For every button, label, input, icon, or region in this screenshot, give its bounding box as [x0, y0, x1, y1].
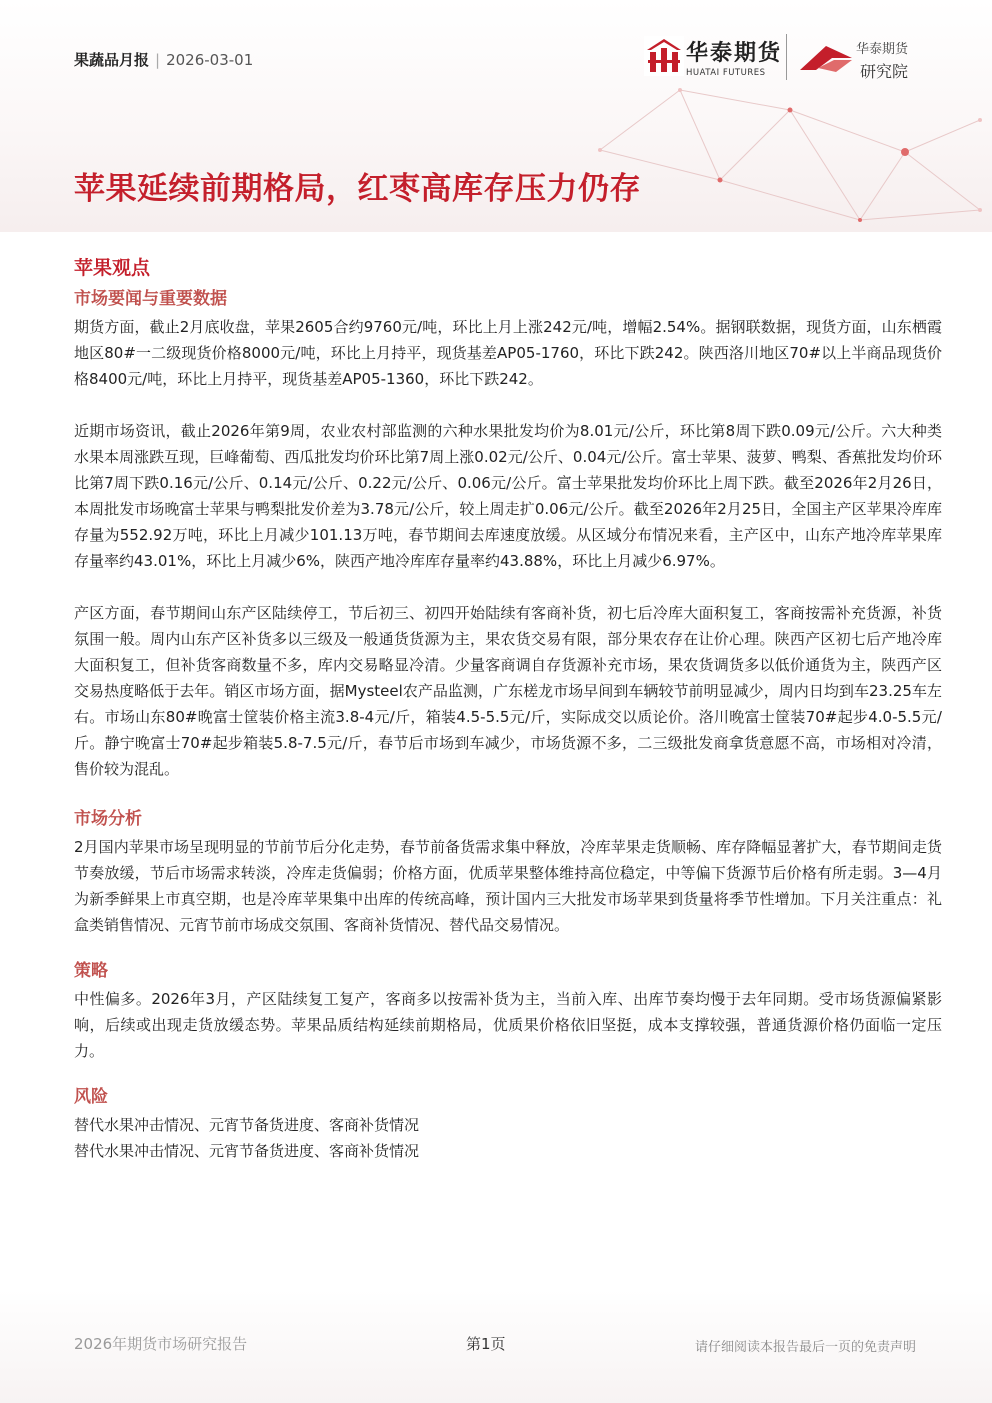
market-analysis-heading: 市场分析: [74, 809, 142, 829]
huatai-logo-text: [686, 36, 782, 78]
risk-heading: 风险: [74, 1087, 108, 1107]
strategy-text: 中性偏多。2026年3月，产区陆续复工复产，客商多以按需补货为主，当前入库、出库节奏均慢于去年同期。受市场货源偏紧影响，后续或出现走货放缓态势。苹果品质结构延续前期格局，优质果价格依旧坚挺，成本支撑较强，普通货源价格仍面临一定压力。: [74, 990, 942, 1060]
research-logo-line1: 华泰期货: [856, 42, 909, 57]
huatai-logo-icon: [644, 36, 684, 76]
market-news-paragraph-1: 期货方面，截止2月底收盘，苹果2605合约9760元/吨，环比上月上涨242元/吨，增幅2.54%。据钢联数据，现货方面，山东栖霞地区80#一二级现货价格8000元/吨，环比上月持平，现货基差AP05-1760，环比下跌242。陕西洛川地区70#以上半商品现货价格8400元/吨，环比上月持平，现货基差AP05-1360，环比下跌242。: [74, 318, 942, 388]
market-news-paragraph-3: 产区方面，春节期间山东产区陆续停工，节后初三、初四开始陆续有客商补货，初七后冷库大面积复工，客商按需补充货源，补货氛围一般。周内山东产区补货多以三级及一般通货货源为主，果农货交易有限，部分果农存在让价心理。陕西产区初七后产地冷库大面积复工，但补货客商数量不多，库内交易略显冷清。少量客商调自存货源补充市场，果农货调货多以低价通货为主，陕西产区交易热度略低于去年。销区市场方面，据Mysteel农产品监测，广东槎龙市场早间到车辆较节前明显减少，周内日均到车23.25车左右。市场山东80#晚富士筐装价格主流3.8-4元/斤，箱装4.5-5.5元/斤，实际成交以质论价。洛川晚富士筐装70#起步4.0-5.5元/斤。静宁晚富士70#起步箱装5.8-7.5元/斤，春节后市场到车减少，市场货源不多，二三级批发商拿货意愿不高，市场相对冷清，售价较为混乱。: [74, 604, 942, 778]
logo-en-name: HUATAI FUTURES: [686, 68, 766, 78]
logo-cn-name: 华泰期货: [686, 41, 783, 66]
report-type: 果蔬品月报: [74, 51, 150, 69]
footer-report-name: 2026年期货市场研究报告: [74, 1335, 248, 1353]
section-title: 苹果观点: [74, 257, 151, 279]
strategy-heading: 策略: [74, 961, 108, 981]
main-content: [74, 254, 942, 1164]
market-news-paragraph-2: 近期市场资讯，截止2026年第9周，农业农村部监测的六种水果批发均价为8.01元/公斤，环比第8周下跌0.09元/公斤。六大种类水果本周涨跌互现，巨峰葡萄、西瓜批发均价环比第7周上涨0.02元/公斤、0.04元/公斤。富士苹果、菠萝、鸭梨、香蕉批发均价环比第7周下跌0.16元/公斤、0.14元/公斤、0.22元/公斤、0.06元/公斤。富士苹果批发均价环比上周下跌。截至2026年2月26日，本周批发市场晚富士苹果与鸭梨批发价差为3.78元/公斤，较上周走扩0.06元/公斤。截至2026年2月25日，全国主产区苹果冷库库存量为552.92万吨，环比上月减少101.13万吨，春节期间去库速度放缓。从区域分布情况来看，主产区中，山东产地冷库苹果库存量率约43.01%，环比上月减少6%，陕西产地冷库库存量率约43.88%，环比上月减少6.97%。: [74, 422, 942, 570]
logo-divider: [786, 34, 787, 80]
market-news-heading: 市场要闻与重要数据: [74, 289, 227, 309]
disclaimer-note: 请仔细阅读本报告最后一页的免责声明: [694, 1340, 916, 1355]
risk-line-2: 替代水果冲击情况、元宵节备货进度、客商补货情况: [74, 1142, 420, 1160]
research-institute-text: [856, 38, 908, 82]
report-header: [74, 49, 253, 70]
market-analysis-text: 2月国内苹果市场呈现明显的节前节后分化走势，春节前备货需求集中释放，冷库苹果走货顺畅、库存降幅显著扩大，春节期间走货节奏放缓，节后市场需求转淡，冷库走货偏弱；价格方面，优质苹果整体维持高位稳定，中等偏下货源节后价格有所走弱。3—4月为新季鲜果上市真空期，也是冷库苹果集中出库的传统高峰，预计国内三大批发市场苹果到货量将季节性增加。下月关注重点：礼盒类销售情况、元宵节前市场成交氛围、客商补货情况、替代品交易情况。: [74, 838, 942, 934]
research-institute-logo-icon: [796, 38, 856, 76]
risk-line-1: 替代水果冲击情况、元宵节备货进度、客商补货情况: [74, 1116, 420, 1134]
header-separator: |: [155, 51, 161, 69]
report-date: 2026-03-01: [166, 51, 254, 69]
page-number: 第1页: [466, 1335, 506, 1353]
research-logo-line2: 研究院: [860, 62, 909, 81]
page-title: 苹果延续前期格局，红枣高库存压力仍存: [74, 171, 641, 207]
